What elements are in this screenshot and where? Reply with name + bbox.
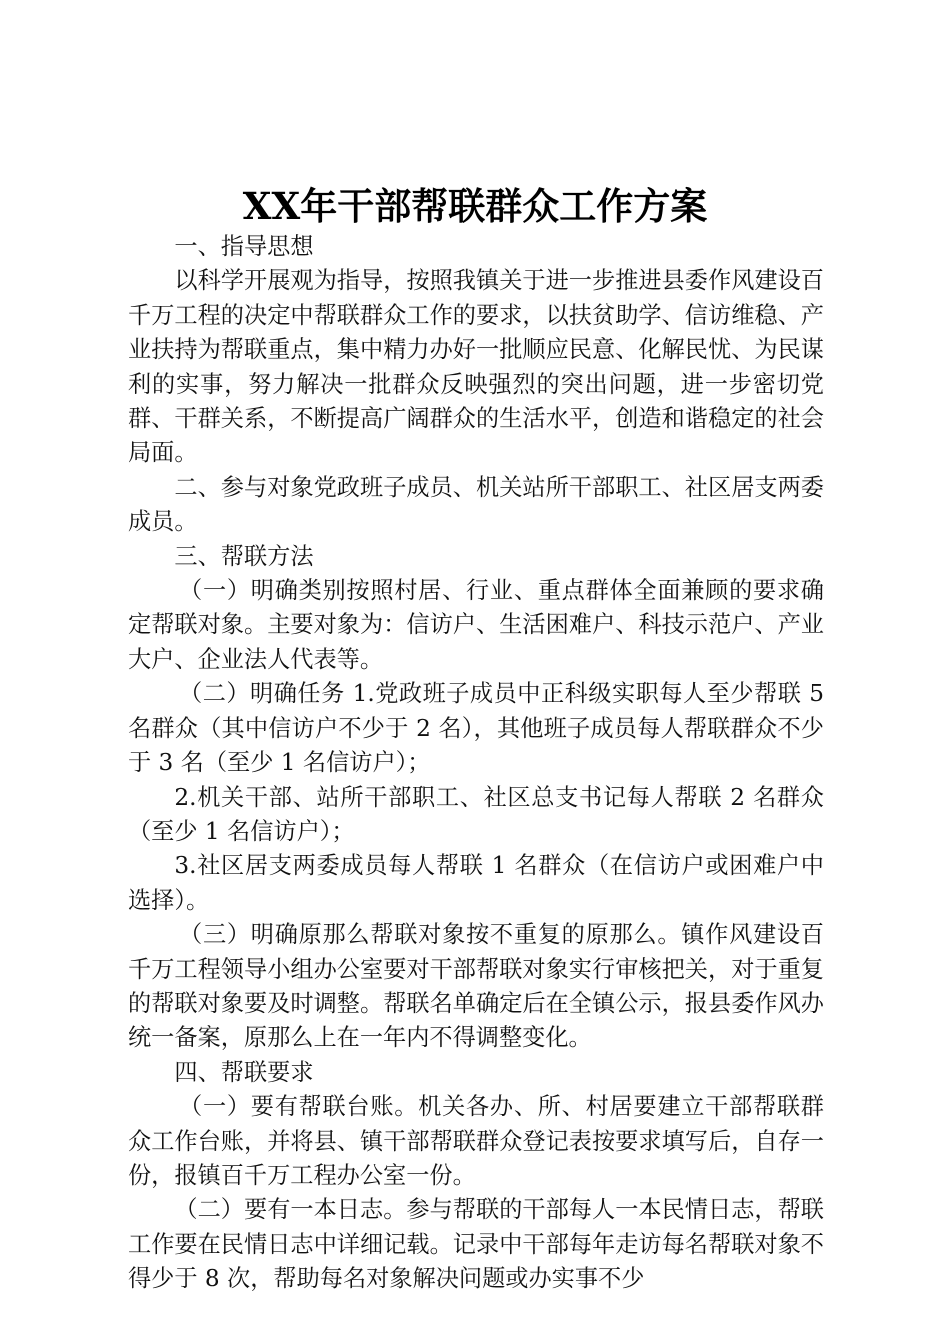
paragraph-requirement-2: （二）要有一本日志。参与帮联的干部每人一本民情日志，帮联工作要在民情日志中详细记载。记录中干部每年走访每名帮联对象不得少于 8 次，帮助每名对象解决问题或办实事不少 [128, 1196, 824, 1293]
document-body [128, 230, 824, 1297]
paragraph-requirement-1: （一）要有帮联台账。机关各办、所、村居要建立干部帮联群众工作台账，并将县、镇干部帮联群众登记表按要求填写后，自存一份，报镇百千万工程办公室一份。 [128, 1093, 824, 1189]
paragraph-participants: 二、参与对象党政班子成员、机关站所干部职工、社区居支两委成员。 [128, 473, 824, 536]
section-heading-methods: 三、帮联方法 [174, 542, 314, 570]
paragraph-method-1: （一）明确类别按照村居、行业、重点群体全面兼顾的要求确定帮联对象。主要对象为：信访户、生活困难户、科技示范户、产业大户、企业法人代表等。 [128, 577, 824, 673]
paragraph-method-3: （三）明确原那么帮联对象按不重复的原那么。镇作风建设百千万工程领导小组办公室要对干部帮联对象实行审核把关，对于重复的帮联对象要及时调整。帮联名单确定后在全镇公示，报县委作风办统一备案，原那么上在一年内不得调整变化。 [128, 921, 824, 1052]
section-heading-requirements: 四、帮联要求 [174, 1058, 314, 1086]
document-title: XX年干部帮联群众工作方案 [242, 184, 708, 228]
paragraph-method-2-item-2: 2.机关干部、站所干部职工、社区总支书记每人帮联 2 名群众（至少 1 名信访户）； [128, 783, 824, 845]
section-heading-guiding-thought: 一、指导思想 [174, 233, 314, 260]
paragraph-guiding-thought: 以科学开展观为指导，按照我镇关于进一步推进县委作风建设百千万工程的决定中帮联群众工作的要求，以扶贫助学、信访维稳、产业扶持为帮联重点，集中精力办好一批顺应民意、化解民忧、为民谋利的实事，努力解决一批群众反映强烈的突出问题，进一步密切党群、干群关系，不断提高广阔群众的生活水平，创造和谐稳定的社会局面。 [128, 267, 824, 467]
paragraph-method-2-item-3: 3.社区居支两委成员每人帮联 1 名群众（在信访户或困难户中选择）。 [128, 852, 824, 914]
paragraph-method-2: （二）明确任务 1.党政班子成员中正科级实职每人至少帮联 5 名群众（其中信访户不少于 2 名），其他班子成员每人帮联群众不少于 3 名（至少 1 名信访户）； [128, 680, 824, 777]
